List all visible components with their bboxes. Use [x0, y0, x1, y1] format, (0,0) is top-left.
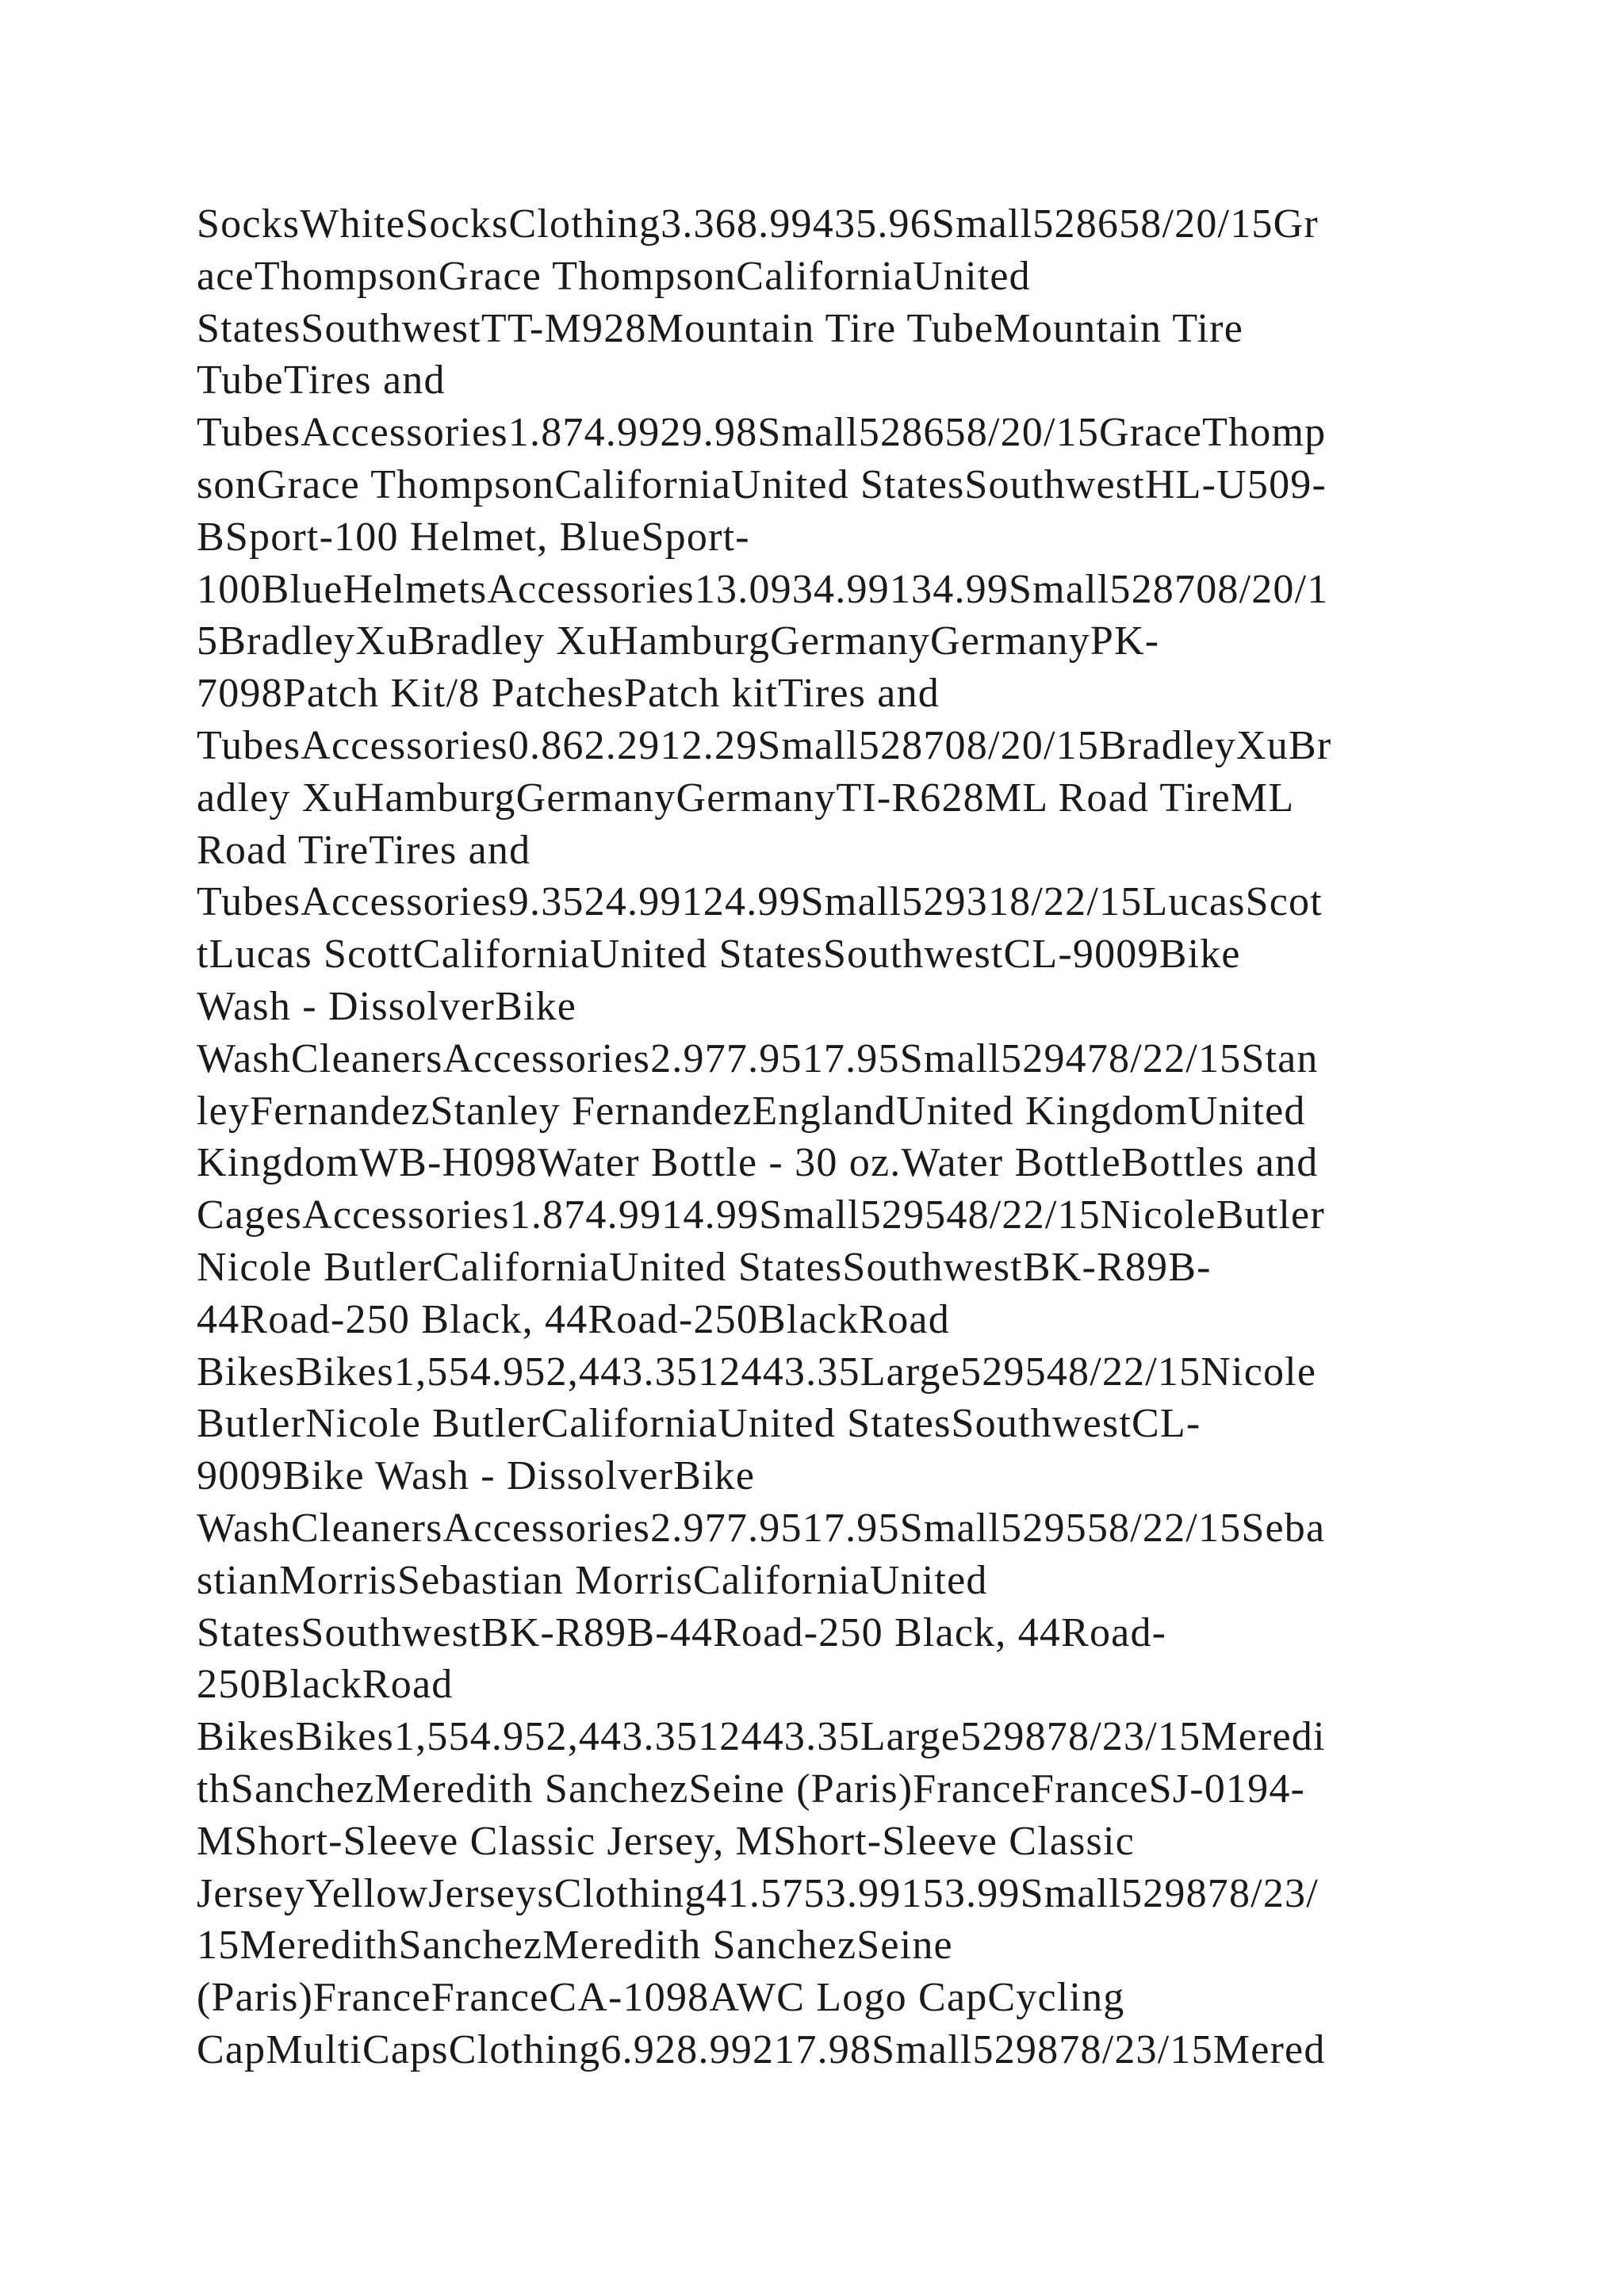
text-line: sonGrace ThompsonCaliforniaUnited StatesSouthwestHL-U509-: [197, 461, 1327, 507]
text-line: 15MeredithSanchezMeredith SanchezSeine: [197, 1923, 953, 1969]
text-line: (Paris)FranceFranceCA-1098AWC Logo CapCycling: [197, 1975, 1125, 2021]
text-line: WashCleanersAccessories2.977.9517.95Small529478/22/15Stan: [197, 1035, 1319, 1081]
text-line: aceThompsonGrace ThompsonCaliforniaUnited: [197, 253, 1031, 299]
text-line: BikesBikes1,554.952,443.3512443.35Large529548/22/15Nicole: [197, 1349, 1317, 1395]
text-line: BikesBikes1,554.952,443.3512443.35Large529878/23/15Meredi: [197, 1714, 1326, 1760]
text-line: SocksWhiteSocksClothing3.368.99435.96Small528658/20/15Gr: [197, 201, 1319, 247]
text-line: 100BlueHelmetsAccessories13.0934.99134.99Small528708/20/1: [197, 566, 1329, 612]
text-line: ButlerNicole ButlerCaliforniaUnited StatesSouthwestCL-: [197, 1401, 1201, 1447]
text-line: 7098Patch Kit/8 PatchesPatch kitTires and: [197, 671, 940, 717]
text-line: thSanchezMeredith SanchezSeine (Paris)FranceFranceSJ-0194-: [197, 1766, 1306, 1812]
text-line: Wash - DissolverBike: [197, 983, 577, 1029]
text-line: BSport-100 Helmet, BlueSport-: [197, 514, 750, 560]
text-line: MShort-Sleeve Classic Jersey, MShort-Sleeve Classic: [197, 1818, 1135, 1864]
text-line: 9009Bike Wash - DissolverBike: [197, 1453, 756, 1499]
text-line: tLucas ScottCaliforniaUnited StatesSouthwestCL-9009Bike: [197, 932, 1241, 978]
text-line: StatesSouthwestTT-M928Mountain Tire TubeMountain Tire: [197, 305, 1243, 351]
text-line: Nicole ButlerCaliforniaUnited StatesSouthwestBK-R89B-: [197, 1244, 1212, 1290]
text-line: stianMorrisSebastian MorrisCaliforniaUnited: [197, 1557, 988, 1603]
text-line: JerseyYellowJerseysClothing41.5753.99153.99Small529878/23/: [197, 1870, 1319, 1916]
text-line: 5BradleyXuBradley XuHamburgGermanyGermanyPK-: [197, 618, 1160, 664]
text-line: TubesAccessories0.862.2912.29Small528708/20/15BradleyXuBr: [197, 722, 1332, 768]
text-line: 44Road-250 Black, 44Road-250BlackRoad: [197, 1296, 950, 1342]
text-line: CapMultiCapsClothing6.928.99217.98Small529878/23/15Mered: [197, 2026, 1326, 2072]
text-line: TubesAccessories1.874.9929.98Small528658/20/15GraceThomp: [197, 410, 1327, 456]
text-line: adley XuHamburgGermanyGermanyTI-R628ML Road TireML: [197, 775, 1295, 821]
text-line: 250BlackRoad: [197, 1662, 454, 1708]
body-text: [197, 198, 1481, 2076]
text-line: TubeTires and: [197, 358, 446, 404]
text-line: WashCleanersAccessories2.977.9517.95Small529558/22/15Seba: [197, 1505, 1326, 1551]
text-line: KingdomWB-H098Water Bottle - 30 oz.Water BottleBottles and: [197, 1140, 1319, 1186]
text-line: StatesSouthwestBK-R89B-44Road-250 Black, 44Road-: [197, 1609, 1167, 1655]
text-line: CagesAccessories1.874.9914.99Small529548/22/15NicoleButler: [197, 1192, 1325, 1238]
text-line: TubesAccessories9.3524.99124.99Small529318/22/15LucasScot: [197, 879, 1323, 925]
text-line: leyFernandezStanley FernandezEnglandUnited KingdomUnited: [197, 1088, 1306, 1134]
text-line: Road TireTires and: [197, 827, 531, 873]
